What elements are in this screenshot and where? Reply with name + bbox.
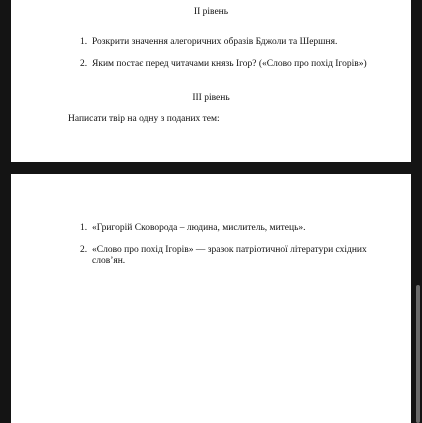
- list-item: [80, 245, 380, 267]
- list-number: 1.: [80, 37, 88, 47]
- instruction-text: Написати твір на одну з поданих тем:: [68, 114, 220, 124]
- list-number: 2.: [80, 59, 88, 69]
- document-page: [11, 174, 411, 423]
- level-heading: ІІ рівень: [193, 7, 229, 17]
- list-item-text: Яким постає перед читачами князь Ігор? («Слово про похід Ігорів»): [92, 59, 367, 69]
- document-page: [11, 0, 411, 162]
- level-heading: ІІІ рівень: [192, 93, 230, 103]
- list-item: [80, 223, 380, 234]
- list-item: [80, 37, 380, 48]
- list-item-text: «Григорій Сковорода – людина, мислитель, митець».: [92, 223, 306, 233]
- list-number: 1.: [80, 223, 88, 233]
- list-item-text: Розкрити значення алегоричних образів Бджоли та Шершня.: [92, 37, 338, 47]
- list-item-text: «Слово про похід Ігорів» — зразок патріотичної літератури східних слов’ян.: [92, 245, 367, 266]
- task-list: [80, 37, 380, 81]
- list-item: [80, 59, 380, 70]
- scrollbar-thumb[interactable]: [416, 285, 420, 423]
- list-number: 2.: [80, 245, 88, 255]
- task-list: [80, 223, 380, 278]
